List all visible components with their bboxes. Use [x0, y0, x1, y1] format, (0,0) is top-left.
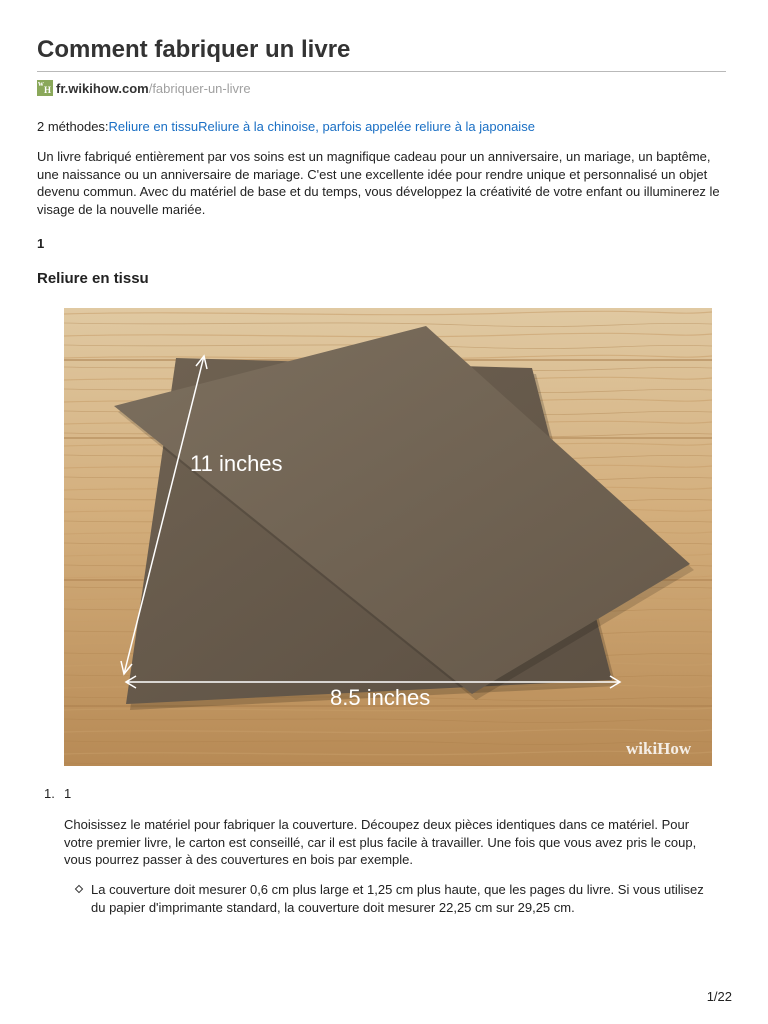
diamond-bullet-icon	[74, 882, 84, 896]
source-line	[37, 78, 251, 98]
methods-line	[37, 118, 535, 136]
page-title: Comment fabriquer un livre	[37, 36, 351, 63]
source-domain[interactable]: fr.wikihow.com	[56, 80, 149, 96]
step-image	[64, 308, 712, 766]
height-label: 11 inches	[190, 451, 283, 476]
page-number: 1/22	[706, 989, 732, 1004]
step-tip: La couverture doit mesurer 0,6 cm plus large et 1,25 cm plus haute, que les pages du livre. Si vous utilisez du papier d'imprimante standard, la couverture doit mesurer 22,25 cm sur 29,25 cm.	[91, 882, 704, 915]
intro-paragraph: Un livre fabriqué entièrement par vos soins est un magnifique cadeau pour un anniversaire, un mariage, un baptême, une naissance ou un anniversaire de mariage. C'est une excellente idée pour rendre unique et personnalisé un objet devenu commun. Avec du matériel de base et du temps, vous développez la créativité de votre enfant ou illuminerez le visage de la nouvelle mariée.	[37, 149, 720, 217]
step-list-marker: 1.	[44, 786, 55, 801]
method-link-tissu[interactable]: Reliure en tissu	[108, 119, 199, 134]
section-heading: Reliure en tissu	[37, 270, 149, 287]
wikihow-watermark: wikiHow	[626, 739, 692, 758]
source-path[interactable]: /fabriquer-un-livre	[148, 80, 251, 96]
method-link-chinoise[interactable]: Reliure à la chinoise, parfois appelée reliure à la japonaise	[198, 119, 535, 134]
step-description: Choisissez le matériel pour fabriquer la couverture. Découpez deux pièces identiques dans ce matériel. Pour votre premier livre, le carton est conseillé, car il est plus facile à travailler. Une fois que vous avez pris le coup, vous pourrez passer à des couvertures en bois par exemple.	[64, 817, 697, 867]
methods-prefix: 2 méthodes:	[37, 119, 109, 134]
width-label: 8.5 inches	[330, 685, 431, 710]
section-number: 1	[37, 236, 45, 251]
title-divider	[37, 71, 726, 72]
wikihow-logo-icon: w H	[38, 79, 51, 95]
step-number: 1	[64, 786, 72, 801]
